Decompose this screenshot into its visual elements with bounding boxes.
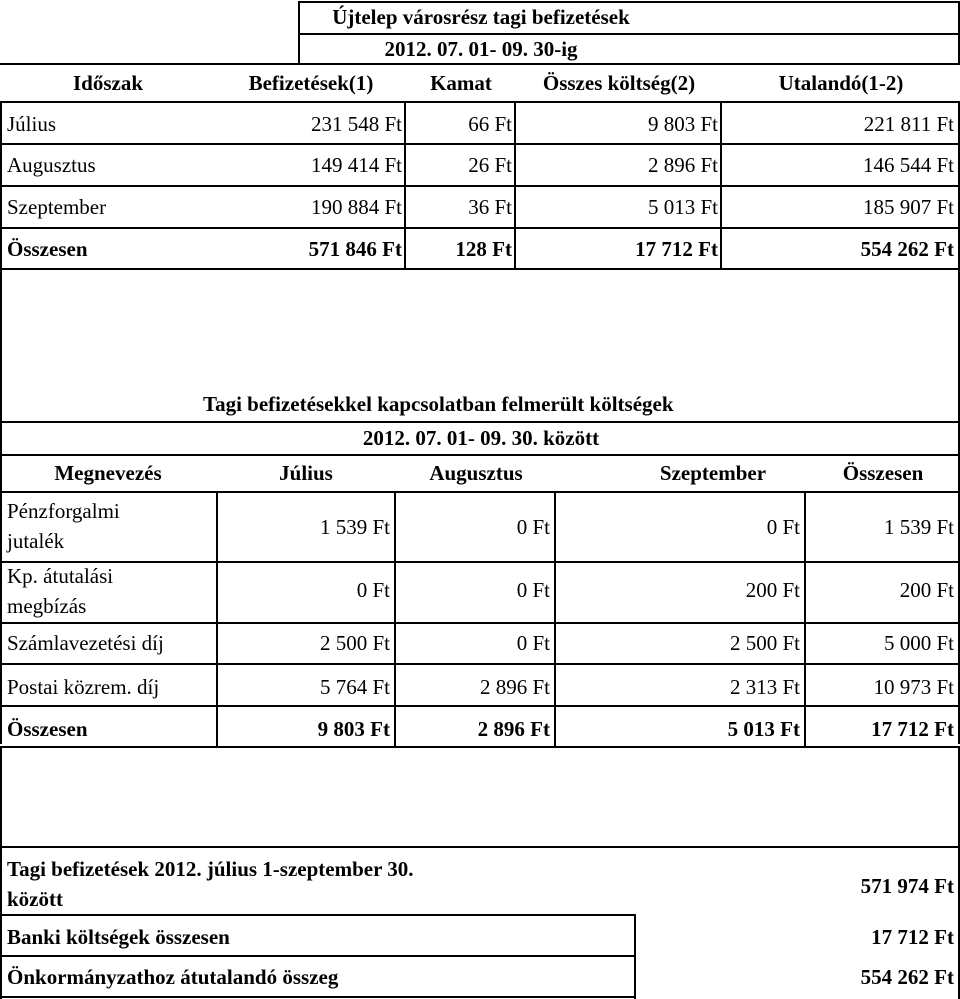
table1-header-interest: Kamat: [430, 71, 492, 95]
table2-cell-total: 10 973 Ft: [873, 675, 954, 699]
table2-period-bottom: [0, 454, 960, 456]
table2-header-august: Augusztus: [429, 461, 523, 485]
table1-period: 2012. 07. 01- 09. 30-ig: [384, 37, 578, 61]
summary-bank-costs-value: 17 712 Ft: [871, 925, 954, 949]
table2-row-divider: [0, 561, 960, 563]
table1-cell-payments: 190 884 Ft: [310, 195, 402, 219]
table1-row-divider: [0, 227, 960, 229]
table1-title: Újtelep városrész tagi befizetések: [332, 5, 630, 29]
table2-cell-august: 0 Ft: [516, 515, 550, 539]
table2-header-july: Július: [279, 461, 333, 485]
table1-cell-month: Szeptember: [7, 195, 107, 219]
summary-cell-right-border: [634, 955, 636, 999]
summary-left-border: [0, 846, 2, 999]
table2-cell-july: 0 Ft: [356, 578, 390, 602]
summary-top-line: [0, 846, 960, 848]
table2-row-name: Pénzforgalmi: [7, 499, 120, 523]
summary-bank-costs-label: Banki költségek összesen: [7, 925, 230, 949]
table2-row-divider: [0, 705, 960, 707]
table2-cell-september: 200 Ft: [745, 578, 800, 602]
summary-cell-right-border: [634, 914, 636, 956]
table2-cell-july: 1 539 Ft: [319, 515, 390, 539]
table2-left-border: [0, 454, 2, 744]
table2-total-label: Összesen: [7, 717, 88, 741]
table1-cell-cost: 5 013 Ft: [647, 195, 718, 219]
table2-header-total: Összesen: [842, 461, 924, 485]
table2-cell-august: 0 Ft: [516, 578, 550, 602]
table2-title: Tagi befizetésekkel kapcsolatban felmerült költségek: [203, 392, 674, 416]
summary-divider: [0, 914, 636, 916]
summary-bottom-line: [0, 996, 636, 998]
table2-title-divider: [0, 421, 960, 423]
table2-total-august: 2 896 Ft: [477, 717, 550, 741]
table1-cell-cost: 9 803 Ft: [647, 112, 718, 136]
summary-payments-value: 571 974 Ft: [860, 874, 954, 898]
gap2-left-border: [0, 746, 2, 846]
table1-total-interest: 128 Ft: [455, 237, 512, 261]
table1-cell-transfer: 146 544 Ft: [862, 153, 954, 177]
table2-header-september: Szeptember: [659, 461, 767, 485]
table2-period: 2012. 07. 01- 09. 30. között: [362, 426, 600, 450]
table1-cell-month: Augusztus: [7, 153, 96, 177]
table1-title-divider: [298, 33, 960, 35]
table1-row-divider: [0, 143, 960, 145]
table2-header-name: Megnevezés: [54, 461, 162, 485]
table2-total-september: 5 013 Ft: [727, 717, 800, 741]
table2-cell-july: 5 764 Ft: [319, 675, 390, 699]
table1-cell-payments: 231 548 Ft: [310, 112, 402, 136]
table2-cell-september: 2 313 Ft: [729, 675, 800, 699]
table1-top-line: [298, 1, 960, 3]
table1-cell-interest: 66 Ft: [468, 112, 512, 136]
table2-row-divider: [0, 622, 960, 624]
table1-header-cost: Összes költség(2): [542, 71, 696, 95]
table1-cell-interest: 26 Ft: [468, 153, 512, 177]
summary-transfer-value: 554 262 Ft: [860, 965, 954, 989]
table1-bottom-line: [0, 268, 960, 270]
table2-bottom-line: [0, 746, 960, 748]
table2-header-bottom: [0, 491, 960, 493]
table1-total-transfer: 554 262 Ft: [860, 237, 954, 261]
table2-cell-total: 1 539 Ft: [883, 515, 954, 539]
table2-cell-september: 2 500 Ft: [729, 631, 800, 655]
table2-cell-september: 0 Ft: [766, 515, 800, 539]
table1-row-divider: [0, 185, 960, 187]
table1-cell-month: Július: [7, 112, 57, 136]
table1-total-cost: 17 712 Ft: [635, 237, 718, 261]
table1-period-bottom: [0, 63, 960, 65]
table2-row-name: Kp. átutalási: [7, 564, 114, 588]
gap1-left-border: [0, 268, 2, 458]
table1-header-payments: Befizetések(1): [248, 71, 374, 95]
table1-total-label: Összesen: [7, 237, 88, 261]
summary-transfer-label: Önkormányzathoz átutalandó összeg: [7, 965, 339, 989]
table1-cell-transfer: 221 811 Ft: [863, 112, 954, 136]
table2-cell-total: 5 000 Ft: [883, 631, 954, 655]
table2-row-name: Postai közrem. díj: [7, 675, 160, 699]
table2-cell-august: 0 Ft: [516, 631, 550, 655]
table2-row-name-cont: megbízás: [7, 594, 87, 618]
table1-header-transfer: Utalandó(1-2): [778, 71, 904, 95]
table1-cell-transfer: 185 907 Ft: [862, 195, 954, 219]
table1-total-payments: 571 846 Ft: [308, 237, 402, 261]
table2-row-divider: [0, 663, 960, 665]
table1-cell-cost: 2 896 Ft: [647, 153, 718, 177]
table1-header-bottom: [0, 101, 960, 103]
summary-payments-label-cont: között: [7, 887, 63, 911]
table2-row-name: Számlavezetési díj: [7, 631, 164, 655]
table2-row-name-cont: jutalék: [7, 529, 65, 553]
table1-cell-payments: 149 414 Ft: [310, 153, 402, 177]
summary-payments-label: Tagi befizetések 2012. július 1-szeptember 30.: [7, 857, 414, 881]
table2-cell-july: 2 500 Ft: [319, 631, 390, 655]
table2-total-july: 9 803 Ft: [317, 717, 390, 741]
table2-total-total: 17 712 Ft: [871, 717, 954, 741]
summary-divider: [0, 955, 636, 957]
table1-cell-interest: 36 Ft: [468, 195, 512, 219]
table1-header-period: Időszak: [72, 71, 144, 95]
table2-cell-total: 200 Ft: [899, 578, 954, 602]
table2-cell-august: 2 896 Ft: [479, 675, 550, 699]
